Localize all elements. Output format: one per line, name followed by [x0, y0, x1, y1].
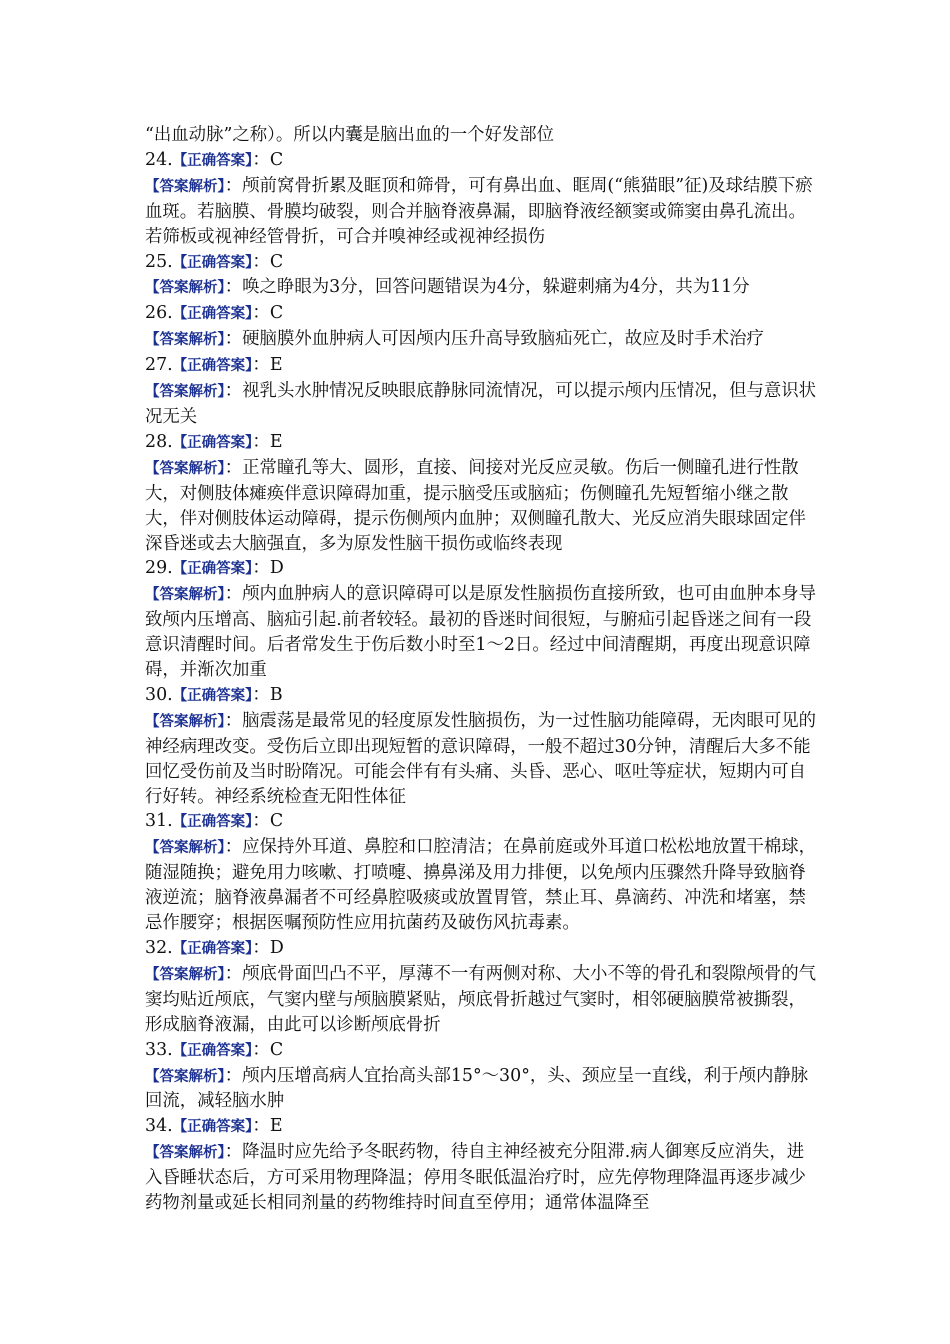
answer-value: E: [269, 1116, 283, 1137]
analysis-paragraph: [145, 1140, 820, 1216]
answer-value: C: [269, 811, 284, 832]
correct-answer-tag: 【正确答案】: [172, 687, 253, 704]
analysis-colon: ：: [224, 175, 243, 196]
intro-line: “出血动脉”之称）。所以内囊是脑出血的一个好发部位: [145, 125, 555, 145]
answer-colon: ：: [252, 355, 270, 376]
analysis-colon: ：: [224, 1142, 243, 1163]
analysis-text: 应保持外耳道、鼻腔和口腔清洁；在鼻前庭或外耳道口松松地放置干棉球，随湿随换；避免用力咳嗽、打喷嚏、擤鼻涕及用力排便，以免颅内压骤然升降导致脑脊液逆流；脑脊液鼻漏者不可经鼻腔吸痰或放置胃管，禁止耳、鼻滴药、冲洗和堵塞，禁忌作腰穿；根据医嘱预防性应用抗菌药及破伤风抗毒素。: [145, 837, 817, 934]
analysis-tag: 【答案解析】: [145, 384, 225, 401]
answer-value: D: [269, 558, 284, 579]
analysis-text: 降温时应先给予冬眠药物，待自主神经被充分阻滞.病人御寒反应消失，进入昏睡状态后，方可采用物理降温；停用冬眠低温治疗时，应先停物理降温再逐步减少药物剂量或延长相同剂量的药物维持时间直至停用；通常体温降至: [145, 1142, 806, 1214]
answer-colon: ：: [252, 1039, 270, 1060]
analysis-paragraph: [145, 962, 820, 1038]
answer-value: B: [269, 684, 283, 705]
answer-value: E: [269, 355, 283, 376]
analysis-tag: 【答案解析】: [145, 178, 225, 195]
question-number: 26.: [145, 303, 173, 324]
analysis-text: 颅底骨面凹凸不平，厚薄不一有两侧对称、大小不等的骨孔和裂隙颅骨的气窦均贴近颅底，气窦内壁与颅脑膜紧贴，颅底骨折越过气窦时，相邻硬脑膜常被撕裂，形成脑脊液漏，由此可以诊断颅底骨折: [145, 963, 817, 1035]
answer-value: C: [269, 303, 284, 324]
answer-colon: ：: [252, 558, 270, 579]
question-number: 28.: [145, 431, 173, 452]
answer-line: [145, 250, 820, 276]
answer-key-content: [145, 123, 820, 1216]
analysis-paragraph: [145, 835, 820, 936]
analysis-tag: 【答案解析】: [145, 332, 225, 349]
answer-colon: ：: [252, 431, 270, 452]
answer-line: [145, 809, 820, 835]
analysis-tag: 【答案解析】: [145, 460, 225, 477]
answer-line: [145, 301, 820, 327]
correct-answer-tag: 【正确答案】: [172, 254, 253, 271]
answer-line: [145, 936, 820, 962]
question-number: 25.: [145, 251, 173, 272]
analysis-paragraph: [145, 327, 820, 353]
answer-colon: ：: [252, 251, 270, 272]
question-number: 32.: [145, 938, 173, 958]
analysis-paragraph: [145, 379, 820, 430]
analysis-colon: ：: [224, 1065, 243, 1086]
correct-answer-tag: 【正确答案】: [172, 1042, 253, 1059]
answer-line: [145, 683, 820, 709]
answer-line: [145, 430, 820, 456]
answer-colon: ：: [252, 811, 270, 832]
answer-line: [145, 1114, 820, 1140]
analysis-colon: ：: [224, 963, 243, 984]
question-number: 34.: [145, 1116, 173, 1137]
correct-answer-tag: 【正确答案】: [172, 814, 253, 831]
question-number: 29.: [145, 558, 173, 579]
analysis-tag: 【答案解析】: [145, 1068, 225, 1085]
answer-line: [145, 148, 820, 174]
analysis-tag: 【答案解析】: [145, 587, 225, 604]
analysis-tag: 【答案解析】: [145, 840, 225, 857]
answer-colon: ：: [252, 684, 270, 705]
analysis-tag: 【答案解析】: [145, 966, 225, 983]
analysis-paragraph: [145, 1064, 820, 1115]
analysis-colon: ：: [224, 277, 243, 298]
analysis-paragraph: [145, 582, 820, 683]
analysis-colon: ：: [224, 837, 243, 858]
answer-colon: ：: [252, 303, 270, 324]
analysis-text: 颅内压增高病人宜抬高头部15°～30°，头、颈应呈一直线，利于颅内静脉回流，减轻脑水肿: [145, 1065, 809, 1112]
analysis-paragraph: [145, 456, 820, 557]
answer-value: C: [269, 251, 284, 272]
correct-answer-tag: 【正确答案】: [172, 941, 253, 957]
answer-value: E: [269, 431, 283, 452]
question-number: 33.: [145, 1039, 173, 1060]
answer-line: [145, 353, 820, 379]
analysis-paragraph: [145, 275, 820, 301]
answer-line: [145, 1038, 820, 1064]
analysis-text: 脑震荡是最常见的轻度原发性脑损伤，为一过性脑功能障碍，无肉眼可见的神经病理改变。受伤后立即出现短暂的意识障碍，一般不超过30分钟，清醒后大多不能回忆受伤前及当时盼隋况。可能会伴有有头痛、头昏、恶心、呕吐等症状，短期内可自行好转。神经系统检查无阳性体征: [145, 710, 817, 807]
analysis-colon: ：: [224, 457, 243, 478]
answer-colon: ：: [252, 938, 270, 958]
analysis-text: 硬脑膜外血肿病人可因颅内压升高导致脑疝死亡，故应及时手术治疗: [242, 329, 764, 350]
analysis-tag: 【答案解析】: [145, 1145, 225, 1162]
correct-answer-tag: 【正确答案】: [172, 1119, 253, 1136]
analysis-colon: ：: [224, 329, 243, 350]
answer-colon: ：: [252, 1116, 270, 1137]
answer-value: C: [269, 149, 284, 170]
analysis-text: 颅内血肿病人的意识障碍可以是原发性脑损伤直接所致，也可由血肿本身导致颅内压增高、脑疝引起.前者较轻。最初的昏迷时间很短，与腑疝引起昏迷之间有一段意识清醒时间。后者常发生于伤后数小时至1～2日。经过中间清醒期，再度出现意识障碍，并渐次加重: [145, 584, 817, 681]
analysis-colon: ：: [224, 584, 243, 605]
analysis-text: 唤之睁眼为3分，回答问题错误为4分，躲避刺痛为4分，共为11分: [242, 277, 750, 298]
correct-answer-tag: 【正确答案】: [172, 306, 253, 323]
answer-value: C: [269, 1039, 284, 1060]
answer-value: D: [269, 938, 284, 958]
question-number: 27.: [145, 355, 173, 376]
correct-answer-tag: 【正确答案】: [172, 561, 253, 578]
analysis-paragraph: [145, 174, 820, 250]
question-number: 30.: [145, 684, 173, 705]
question-number: 24.: [145, 149, 173, 170]
analysis-tag: 【答案解析】: [145, 280, 225, 297]
analysis-paragraph: [145, 709, 820, 810]
analysis-text: 视乳头水肿情况反映眼底静脉同流情况，可以提示颅内压情况，但与意识状况无关: [145, 381, 817, 427]
answer-colon: ：: [252, 149, 270, 170]
analysis-text: 颅前窝骨折累及眶顶和筛骨，可有鼻出血、眶周(“熊猫眼”征)及球结膜下瘀血斑。若脑膜、骨膜均破裂，则合并脑脊液鼻漏，即脑脊液经额窦或筛窦由鼻孔流出。若筛板或视神经管骨折，可合并嗅神经或视神经损伤: [145, 175, 813, 247]
correct-answer-tag: 【正确答案】: [172, 434, 253, 451]
correct-answer-tag: 【正确答案】: [172, 358, 253, 375]
question-number: 31.: [145, 811, 173, 832]
analysis-tag: 【答案解析】: [145, 713, 225, 730]
correct-answer-tag: 【正确答案】: [172, 152, 253, 169]
analysis-colon: ：: [224, 710, 243, 731]
answer-line: [145, 556, 820, 582]
analysis-text: 正常瞳孔等大、圆形，直接、间接对光反应灵敏。伤后一侧瞳孔进行性散大，对侧肢体瘫痪伴意识障碍加重，提示脑受压或脑疝；伤侧瞳孔先短暂缩小继之散大，伴对侧肢体运动障碍，提示伤侧颅内血肿；双侧瞳孔散大、光反应消失眼球固定伴深昏迷或去大脑强直，多为原发性脑干损伤或临终表现: [145, 457, 806, 554]
analysis-colon: ：: [224, 381, 243, 402]
